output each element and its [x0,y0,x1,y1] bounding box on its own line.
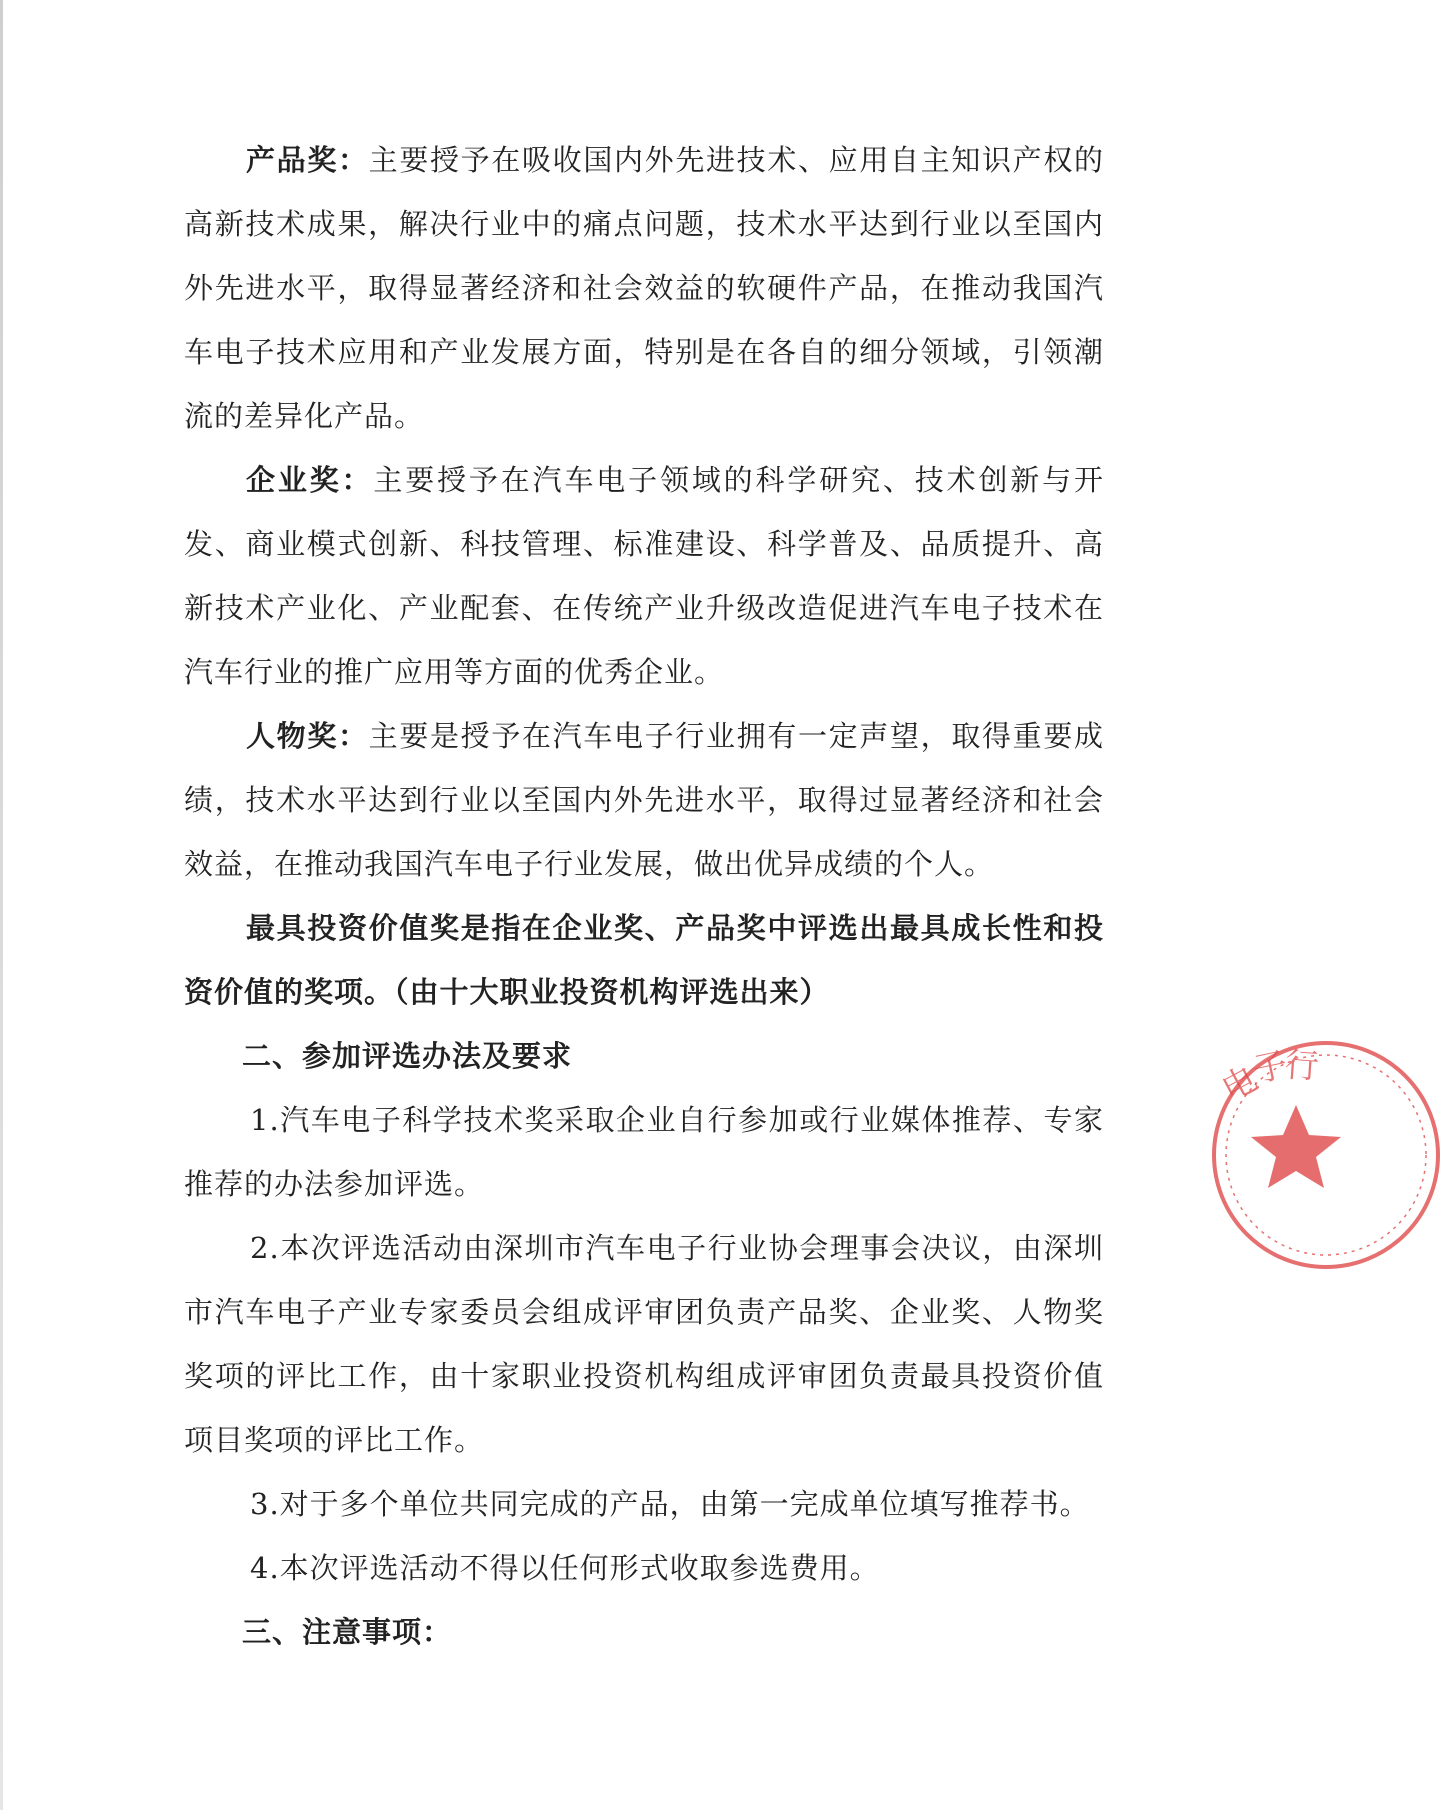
section-2-item-4: 4.本次评选活动不得以任何形式收取参选费用。 [250,1551,880,1585]
enterprise-award-lead: 企业奖： [246,463,374,497]
enterprise-award-paragraph [184,448,1104,704]
investment-award-paragraph: 最具投资价值奖是指在企业奖、产品奖中评选出最具成长性和投资价值的奖项。（由十大职业投资机构评选出来） [184,911,1104,1009]
person-award-lead: 人物奖： [246,719,369,753]
section-3-heading: 三、注意事项： [242,1615,453,1649]
svg-text:行: 行 [1283,1047,1320,1087]
svg-text:电: 电 [1216,1060,1264,1110]
product-award-lead: 产品奖： [246,143,369,177]
section-2-item-3: 3.对于多个单位共同完成的产品，由第一完成单位填写推荐书。 [250,1487,1090,1521]
official-seal-stamp [1196,1030,1320,1280]
svg-text:子: 子 [1249,1046,1291,1090]
section-2-heading: 二、参加评选办法及要求 [242,1039,573,1073]
enterprise-award-text: 主要授予在汽车电子领域的科学研究、技术创新与开发、商业模式创新、科技管理、标准建设、科学普及、品质提升、高新技术产业化、产业配套、在传统产业升级改造促进汽车电子技术在汽车行业的推广应用等方面的优秀企业。 [184,463,1104,689]
person-award-text: 主要是授予在汽车电子行业拥有一定声望，取得重要成绩，技术水平达到行业以至国内外先进水平，取得过显著经济和社会效益，在推动我国汽车电子行业发展，做出优异成绩的个人。 [184,719,1104,881]
seal-graphic [1196,1030,1456,1280]
section-2-item-1: 1.汽车电子科学技术奖采取企业自行参加或行业媒体推荐、专家推荐的办法参加评选。 [184,1103,1104,1201]
page-left-edge [0,0,3,1810]
person-award-paragraph [184,704,1104,896]
product-award-paragraph [184,128,1104,448]
document-body [184,128,1104,1664]
section-2-item-2: 2.本次评选活动由深圳市汽车电子行业协会理事会决议，由深圳市汽车电子产业专家委员会组成评审团负责产品奖、企业奖、人物奖奖项的评比工作，由十家职业投资机构组成评审团负责最具投资价值项目奖项的评比工作。 [184,1231,1104,1457]
product-award-text: 主要授予在吸收国内外先进技术、应用自主知识产权的高新技术成果，解决行业中的痛点问题，技术水平达到行业以至国内外先进水平，取得显著经济和社会效益的软硬件产品，在推动我国汽车电子技术应用和产业发展方面，特别是在各自的细分领域，引领潮流的差异化产品。 [184,143,1104,433]
